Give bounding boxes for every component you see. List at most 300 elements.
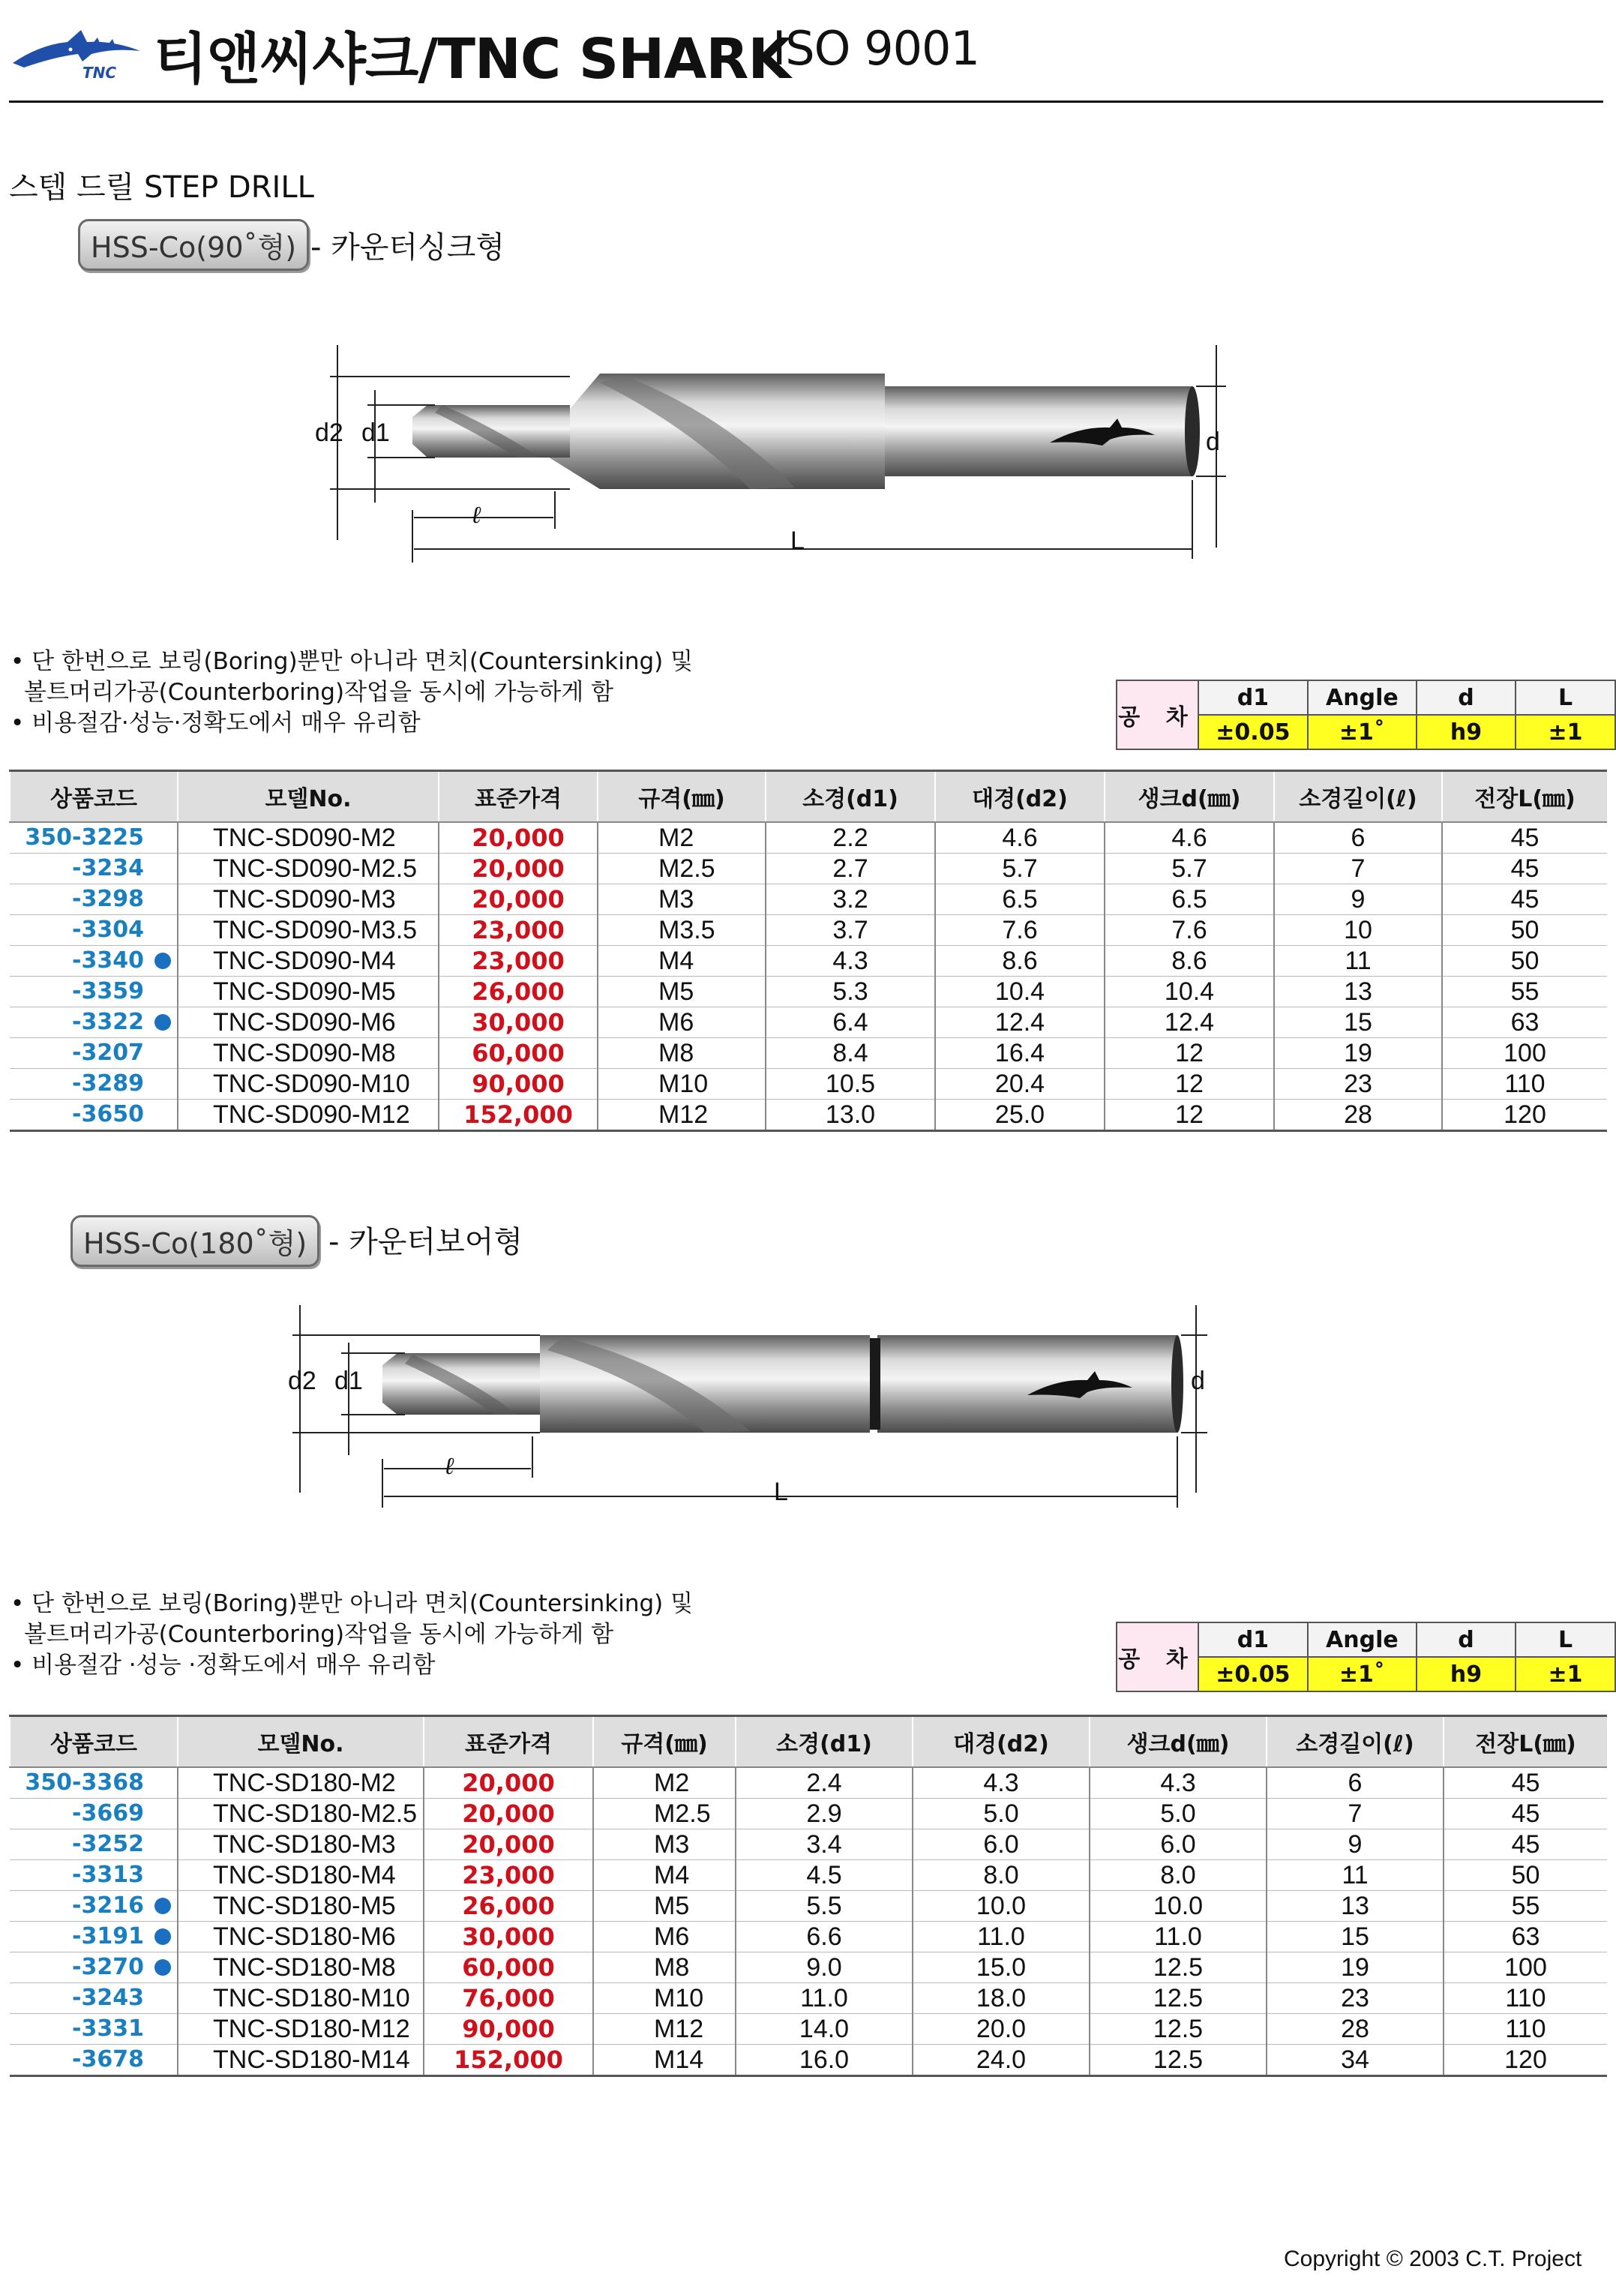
thread-size-cell: M6 [598, 1007, 766, 1038]
small-length-cell: 34 [1267, 2045, 1444, 2076]
column-header: 상품코드 [10, 1716, 178, 1768]
column-header: 모델No. [178, 771, 439, 823]
table-row [10, 1952, 1607, 1983]
column-header: 모델No. [178, 1716, 424, 1768]
small-length-cell: 6 [1274, 822, 1442, 854]
small-diameter-cell: 16.0 [736, 2045, 913, 2076]
product-code-text: -3359 [72, 978, 144, 1004]
small-diameter-cell: 4.3 [766, 946, 935, 977]
large-diameter-cell: 25.0 [935, 1100, 1105, 1131]
model-number-cell: TNC-SD090-M4 [178, 946, 439, 977]
table-row [10, 1891, 1607, 1922]
overall-length-cell: 45 [1442, 854, 1607, 884]
stock-dot-icon [154, 1898, 171, 1914]
column-header: 표준가격 [424, 1716, 593, 1768]
large-diameter-cell: 12.4 [935, 1007, 1105, 1038]
large-diameter-cell: 4.6 [935, 822, 1105, 854]
large-diameter-cell: 8.6 [935, 946, 1105, 977]
product-code-cell [10, 1038, 178, 1069]
stock-dot-icon [154, 1928, 171, 1945]
small-length-cell: 23 [1267, 1983, 1444, 2014]
table-header-row [10, 1716, 1607, 1768]
small-length-cell: 28 [1274, 1100, 1442, 1131]
step-drill-90-drawing [300, 330, 1245, 578]
standard-price-cell: 90,000 [439, 1069, 598, 1100]
iso-certification: ISO 9001 [772, 21, 979, 76]
product-code-text: -3216 [72, 1892, 144, 1919]
shank-diameter-cell: 6.5 [1105, 884, 1274, 915]
overall-length-cell: 55 [1442, 977, 1607, 1007]
product-code-cell [10, 822, 178, 854]
product-code-cell [10, 1007, 178, 1038]
table-body [10, 1767, 1607, 2076]
small-diameter-cell: 3.2 [766, 884, 935, 915]
shank-diameter-cell: 12.5 [1090, 1983, 1267, 2014]
tolerance-value: ±1 [1516, 715, 1615, 749]
small-length-cell: 15 [1274, 1007, 1442, 1038]
table-row [10, 1038, 1607, 1069]
small-length-cell: 6 [1267, 1767, 1444, 1799]
small-diameter-cell: 13.0 [766, 1100, 935, 1131]
shank-diameter-cell: 12 [1105, 1038, 1274, 1069]
shank-diameter-cell: 12 [1105, 1100, 1274, 1131]
column-header: 생크d(㎜) [1090, 1716, 1267, 1768]
shank-diameter-cell: 8.6 [1105, 946, 1274, 977]
product-code-cell [10, 2045, 178, 2076]
column-header: 전장L(㎜) [1444, 1716, 1607, 1768]
copyright: Copyright © 2003 C.T. Project [1284, 2246, 1582, 2271]
model-number-cell: TNC-SD180-M2.5 [178, 1799, 424, 1829]
product-code-text: -3252 [72, 1831, 144, 1857]
large-diameter-cell: 24.0 [913, 2045, 1090, 2076]
tolerance-value: ±0.05 [1198, 1657, 1308, 1691]
stock-dot-icon [154, 1014, 171, 1031]
column-header: 소경(d1) [736, 1716, 913, 1768]
product-code-cell [10, 854, 178, 884]
small-length-cell: 9 [1267, 1829, 1444, 1860]
large-diameter-cell: 10.0 [913, 1891, 1090, 1922]
tolerance-header: Angle [1308, 1622, 1417, 1657]
page-title: 스텝 드릴 STEP DRILL [9, 170, 314, 205]
shank-diameter-cell: 12.5 [1090, 1952, 1267, 1983]
product-code-cell [10, 1799, 178, 1829]
product-code-text: 350-3225 [25, 824, 144, 851]
standard-price-cell: 30,000 [439, 1007, 598, 1038]
small-diameter-cell: 11.0 [736, 1983, 913, 2014]
material-badge-180: HSS-Co(180˚형) [70, 1215, 319, 1267]
tolerance-header: d [1417, 680, 1516, 715]
thread-size-cell: M10 [593, 1983, 736, 2014]
large-diameter-cell: 16.4 [935, 1038, 1105, 1069]
overall-length-cell: 120 [1442, 1100, 1607, 1131]
column-header: 표준가격 [439, 771, 598, 823]
thread-size-cell: M6 [593, 1922, 736, 1952]
product-code-text: -3289 [72, 1070, 144, 1097]
product-code-cell [10, 946, 178, 977]
overall-length-cell: 45 [1444, 1829, 1607, 1860]
overall-length-cell: 55 [1444, 1891, 1607, 1922]
large-diameter-cell: 5.0 [913, 1799, 1090, 1829]
thread-size-cell: M4 [593, 1860, 736, 1891]
thread-size-cell: M2.5 [598, 854, 766, 884]
small-length-cell: 10 [1274, 915, 1442, 946]
column-header: 규격(㎜) [598, 771, 766, 823]
table-row [10, 884, 1607, 915]
overall-length-cell: 45 [1444, 1799, 1607, 1829]
overall-length-cell: 110 [1442, 1069, 1607, 1100]
product-code-cell [10, 884, 178, 915]
label-d2: d2 [315, 419, 343, 447]
model-number-cell: TNC-SD090-M2.5 [178, 854, 439, 884]
product-code-cell [10, 2014, 178, 2045]
model-number-cell: TNC-SD180-M2 [178, 1767, 424, 1799]
large-diameter-cell: 18.0 [913, 1983, 1090, 2014]
overall-length-cell: 50 [1444, 1860, 1607, 1891]
shank-diameter-cell: 5.7 [1105, 854, 1274, 884]
table-row [10, 1922, 1607, 1952]
shank-diameter-cell: 4.6 [1105, 822, 1274, 854]
large-diameter-cell: 6.0 [913, 1829, 1090, 1860]
tolerance-header: d [1417, 1622, 1516, 1657]
brand-title: 티앤씨샤크/TNC SHARK [154, 27, 790, 92]
shank-diameter-cell: 12.5 [1090, 2045, 1267, 2076]
table-row [10, 1983, 1607, 2014]
shank-diameter-cell: 6.0 [1090, 1829, 1267, 1860]
feature-notes [10, 1589, 693, 1681]
small-diameter-cell: 6.6 [736, 1922, 913, 1952]
column-header: 소경(d1) [766, 771, 935, 823]
thread-size-cell: M2 [598, 822, 766, 854]
feature-notes [10, 647, 693, 739]
small-length-cell: 15 [1267, 1922, 1444, 1952]
stock-dot-icon [154, 953, 171, 969]
table-row [10, 977, 1607, 1007]
small-diameter-cell: 2.4 [736, 1767, 913, 1799]
table-row [10, 1100, 1607, 1131]
overall-length-cell: 63 [1444, 1922, 1607, 1952]
subtype-countersink: - 카운터싱크형 [310, 230, 505, 265]
product-code-cell [10, 1922, 178, 1952]
product-code-text: -3678 [72, 2046, 144, 2072]
shank-diameter-cell: 10.0 [1090, 1891, 1267, 1922]
overall-length-cell: 45 [1444, 1767, 1607, 1799]
thread-size-cell: M8 [593, 1952, 736, 1983]
shank-diameter-cell: 10.4 [1105, 977, 1274, 1007]
small-length-cell: 7 [1274, 854, 1442, 884]
small-diameter-cell: 5.3 [766, 977, 935, 1007]
large-diameter-cell: 11.0 [913, 1922, 1090, 1952]
small-diameter-cell: 2.2 [766, 822, 935, 854]
thread-size-cell: M3.5 [598, 915, 766, 946]
overall-length-cell: 120 [1444, 2045, 1607, 2076]
note-line: • 단 한번으로 보링(Boring)뿐만 아니라 면치(Countersinking) 및 [10, 648, 694, 675]
model-number-cell: TNC-SD180-M6 [178, 1922, 424, 1952]
overall-length-cell: 100 [1444, 1952, 1607, 1983]
table-row [10, 1007, 1607, 1038]
thread-size-cell: M2.5 [593, 1799, 736, 1829]
standard-price-cell: 76,000 [424, 1983, 593, 2014]
table-row [10, 1799, 1607, 1829]
column-header: 규격(㎜) [593, 1716, 736, 1768]
tolerance-value: h9 [1417, 1657, 1516, 1691]
thread-size-cell: M8 [598, 1038, 766, 1069]
standard-price-cell: 60,000 [439, 1038, 598, 1069]
note-line: 볼트머리가공(Counterboring)작업을 동시에 가능하게 함 [24, 1621, 614, 1648]
model-number-cell: TNC-SD090-M8 [178, 1038, 439, 1069]
large-diameter-cell: 4.3 [913, 1767, 1090, 1799]
shank-diameter-cell: 4.3 [1090, 1767, 1267, 1799]
shank-diameter-cell: 12 [1105, 1069, 1274, 1100]
product-code-text: -3298 [72, 886, 144, 912]
small-diameter-cell: 10.5 [766, 1069, 935, 1100]
product-code-cell [10, 1891, 178, 1922]
table-row [10, 946, 1607, 977]
overall-length-cell: 110 [1444, 1983, 1607, 2014]
large-diameter-cell: 5.7 [935, 854, 1105, 884]
tolerance-value: h9 [1417, 715, 1516, 749]
model-number-cell: TNC-SD090-M3.5 [178, 915, 439, 946]
large-diameter-cell: 15.0 [913, 1952, 1090, 1983]
large-diameter-cell: 6.5 [935, 884, 1105, 915]
overall-length-cell: 63 [1442, 1007, 1607, 1038]
thread-size-cell: M14 [593, 2045, 736, 2076]
standard-price-cell: 20,000 [424, 1767, 593, 1799]
tolerance-table [1116, 1622, 1616, 1692]
tolerance-header: Angle [1308, 680, 1417, 715]
small-length-cell: 23 [1274, 1069, 1442, 1100]
shank-diameter-cell: 8.0 [1090, 1860, 1267, 1891]
product-code-cell [10, 1860, 178, 1891]
small-length-cell: 28 [1267, 2014, 1444, 2045]
small-length-cell: 13 [1267, 1891, 1444, 1922]
column-header: 소경길이(ℓ) [1267, 1716, 1444, 1768]
product-code-text: -3234 [72, 855, 144, 881]
small-diameter-cell: 6.4 [766, 1007, 935, 1038]
label-L: L [774, 1478, 788, 1506]
tolerance-header: d1 [1198, 1622, 1308, 1657]
product-code-cell [10, 1983, 178, 2014]
standard-price-cell: 23,000 [424, 1860, 593, 1891]
overall-length-cell: 45 [1442, 884, 1607, 915]
small-diameter-cell: 2.7 [766, 854, 935, 884]
small-diameter-cell: 14.0 [736, 2014, 913, 2045]
note-line: • 비용절감 ·성능 ·정확도에서 매우 유리함 [10, 1652, 436, 1679]
thread-size-cell: M4 [598, 946, 766, 977]
overall-length-cell: 100 [1442, 1038, 1607, 1069]
thread-size-cell: M12 [593, 2014, 736, 2045]
column-header: 전장L(㎜) [1442, 771, 1607, 823]
column-header: 상품코드 [10, 771, 178, 823]
small-length-cell: 11 [1274, 946, 1442, 977]
label-d1: d1 [361, 419, 390, 447]
standard-price-cell: 90,000 [424, 2014, 593, 2045]
label-d1: d1 [334, 1367, 363, 1395]
label-d: d [1206, 428, 1220, 456]
large-diameter-cell: 7.6 [935, 915, 1105, 946]
product-code-cell [10, 1829, 178, 1860]
large-diameter-cell: 20.0 [913, 2014, 1090, 2045]
note-line: • 비용절감·성능·정확도에서 매우 유리함 [10, 710, 421, 737]
thread-size-cell: M2 [593, 1767, 736, 1799]
tolerance-header: L [1516, 1622, 1615, 1657]
product-code-text: -3331 [72, 2015, 144, 2042]
thread-size-cell: M5 [593, 1891, 736, 1922]
product-table-90 [9, 770, 1607, 1132]
standard-price-cell: 20,000 [439, 854, 598, 884]
product-code-cell [10, 1100, 178, 1131]
standard-price-cell: 20,000 [439, 884, 598, 915]
small-length-cell: 19 [1274, 1038, 1442, 1069]
material-badge-90: HSS-Co(90˚형) [78, 219, 309, 271]
product-code-text: -3322 [72, 1009, 144, 1035]
small-diameter-cell: 9.0 [736, 1952, 913, 1983]
small-diameter-cell: 4.5 [736, 1860, 913, 1891]
column-header: 생크d(㎜) [1105, 771, 1274, 823]
tnc-shark-logo [9, 17, 144, 84]
column-header: 대경(d2) [913, 1716, 1090, 1768]
standard-price-cell: 152,000 [439, 1100, 598, 1131]
product-code-text: -3207 [72, 1040, 144, 1066]
table-row [10, 1829, 1607, 1860]
small-length-cell: 19 [1267, 1952, 1444, 1983]
product-code-text: -3191 [72, 1923, 144, 1949]
table-row [10, 1767, 1607, 1799]
model-number-cell: TNC-SD180-M5 [178, 1891, 424, 1922]
product-code-cell [10, 977, 178, 1007]
tolerance-value: ±1˚ [1308, 715, 1417, 749]
step-drill-180-drawing [285, 1290, 1230, 1523]
model-number-cell: TNC-SD180-M14 [178, 2045, 424, 2076]
product-code-text: -3313 [72, 1862, 144, 1888]
thread-size-cell: M10 [598, 1069, 766, 1100]
product-code-text: -3304 [72, 917, 144, 943]
table-header-row [10, 771, 1607, 823]
model-number-cell: TNC-SD090-M10 [178, 1069, 439, 1100]
model-number-cell: TNC-SD180-M12 [178, 2014, 424, 2045]
overall-length-cell: 45 [1442, 822, 1607, 854]
table-row [10, 1069, 1607, 1100]
standard-price-cell: 23,000 [439, 915, 598, 946]
small-diameter-cell: 3.7 [766, 915, 935, 946]
small-diameter-cell: 2.9 [736, 1799, 913, 1829]
shank-diameter-cell: 12.4 [1105, 1007, 1274, 1038]
tolerance-label: 공 차 [1117, 680, 1198, 749]
product-code-text: 350-3368 [25, 1769, 144, 1796]
shank-diameter-cell: 7.6 [1105, 915, 1274, 946]
product-code-text: -3669 [72, 1800, 144, 1826]
small-length-cell: 7 [1267, 1799, 1444, 1829]
tolerance-header: L [1516, 680, 1615, 715]
thread-size-cell: M12 [598, 1100, 766, 1131]
standard-price-cell: 20,000 [424, 1799, 593, 1829]
table-body [10, 822, 1607, 1131]
shank-diameter-cell: 11.0 [1090, 1922, 1267, 1952]
overall-length-cell: 50 [1442, 915, 1607, 946]
shank-diameter-cell: 5.0 [1090, 1799, 1267, 1829]
product-code-cell [10, 915, 178, 946]
note-line: 볼트머리가공(Counterboring)작업을 동시에 가능하게 함 [24, 679, 614, 706]
small-length-cell: 11 [1267, 1860, 1444, 1891]
small-diameter-cell: 5.5 [736, 1891, 913, 1922]
stock-dot-icon [154, 1959, 171, 1976]
overall-length-cell: 110 [1444, 2014, 1607, 2045]
overall-length-cell: 50 [1442, 946, 1607, 977]
thread-size-cell: M3 [598, 884, 766, 915]
model-number-cell: TNC-SD090-M2 [178, 822, 439, 854]
table-row [10, 2014, 1607, 2045]
model-number-cell: TNC-SD180-M10 [178, 1983, 424, 2014]
model-number-cell: TNC-SD090-M6 [178, 1007, 439, 1038]
product-table-180 [9, 1715, 1607, 2077]
product-code-text: -3270 [72, 1954, 144, 1980]
thread-size-cell: M3 [593, 1829, 736, 1860]
tolerance-value: ±0.05 [1198, 715, 1308, 749]
model-number-cell: TNC-SD090-M5 [178, 977, 439, 1007]
small-diameter-cell: 3.4 [736, 1829, 913, 1860]
standard-price-cell: 20,000 [439, 822, 598, 854]
standard-price-cell: 60,000 [424, 1952, 593, 1983]
note-line: • 단 한번으로 보링(Boring)뿐만 아니라 면치(Countersinking) 및 [10, 1590, 694, 1617]
label-d2: d2 [288, 1367, 316, 1395]
table-row [10, 822, 1607, 854]
tolerance-table [1116, 680, 1616, 750]
label-d: d [1191, 1367, 1205, 1395]
large-diameter-cell: 8.0 [913, 1860, 1090, 1891]
table-row [10, 1860, 1607, 1891]
standard-price-cell: 26,000 [439, 977, 598, 1007]
model-number-cell: TNC-SD180-M8 [178, 1952, 424, 1983]
product-code-cell [10, 1069, 178, 1100]
small-length-cell: 13 [1274, 977, 1442, 1007]
table-row [10, 2045, 1607, 2076]
model-number-cell: TNC-SD090-M12 [178, 1100, 439, 1131]
label-l: ℓ [471, 501, 481, 528]
tolerance-value: ±1 [1516, 1657, 1615, 1691]
header-divider [9, 101, 1603, 103]
product-code-cell [10, 1767, 178, 1799]
product-code-cell [10, 1952, 178, 1983]
model-number-cell: TNC-SD180-M4 [178, 1860, 424, 1891]
model-number-cell: TNC-SD180-M3 [178, 1829, 424, 1860]
model-number-cell: TNC-SD090-M3 [178, 884, 439, 915]
svg-text:TNC: TNC [82, 64, 117, 82]
page-header [0, 0, 1616, 105]
large-diameter-cell: 10.4 [935, 977, 1105, 1007]
label-L: L [790, 527, 805, 555]
product-code-text: -3340 [72, 947, 144, 974]
tolerance-label: 공 차 [1117, 1622, 1198, 1691]
thread-size-cell: M5 [598, 977, 766, 1007]
large-diameter-cell: 20.4 [935, 1069, 1105, 1100]
standard-price-cell: 26,000 [424, 1891, 593, 1922]
small-length-cell: 9 [1274, 884, 1442, 915]
product-code-text: -3243 [72, 1985, 144, 2011]
column-header: 대경(d2) [935, 771, 1105, 823]
column-header: 소경길이(ℓ) [1274, 771, 1442, 823]
product-code-text: -3650 [72, 1101, 144, 1127]
table-row [10, 854, 1607, 884]
tolerance-header: d1 [1198, 680, 1308, 715]
shank-diameter-cell: 12.5 [1090, 2014, 1267, 2045]
standard-price-cell: 20,000 [424, 1829, 593, 1860]
table-row [10, 915, 1607, 946]
standard-price-cell: 23,000 [439, 946, 598, 977]
label-l: ℓ [444, 1452, 454, 1479]
subtype-counterbore: - 카운터보어형 [328, 1225, 523, 1259]
standard-price-cell: 152,000 [424, 2045, 593, 2076]
small-diameter-cell: 8.4 [766, 1038, 935, 1069]
tolerance-value: ±1˚ [1308, 1657, 1417, 1691]
